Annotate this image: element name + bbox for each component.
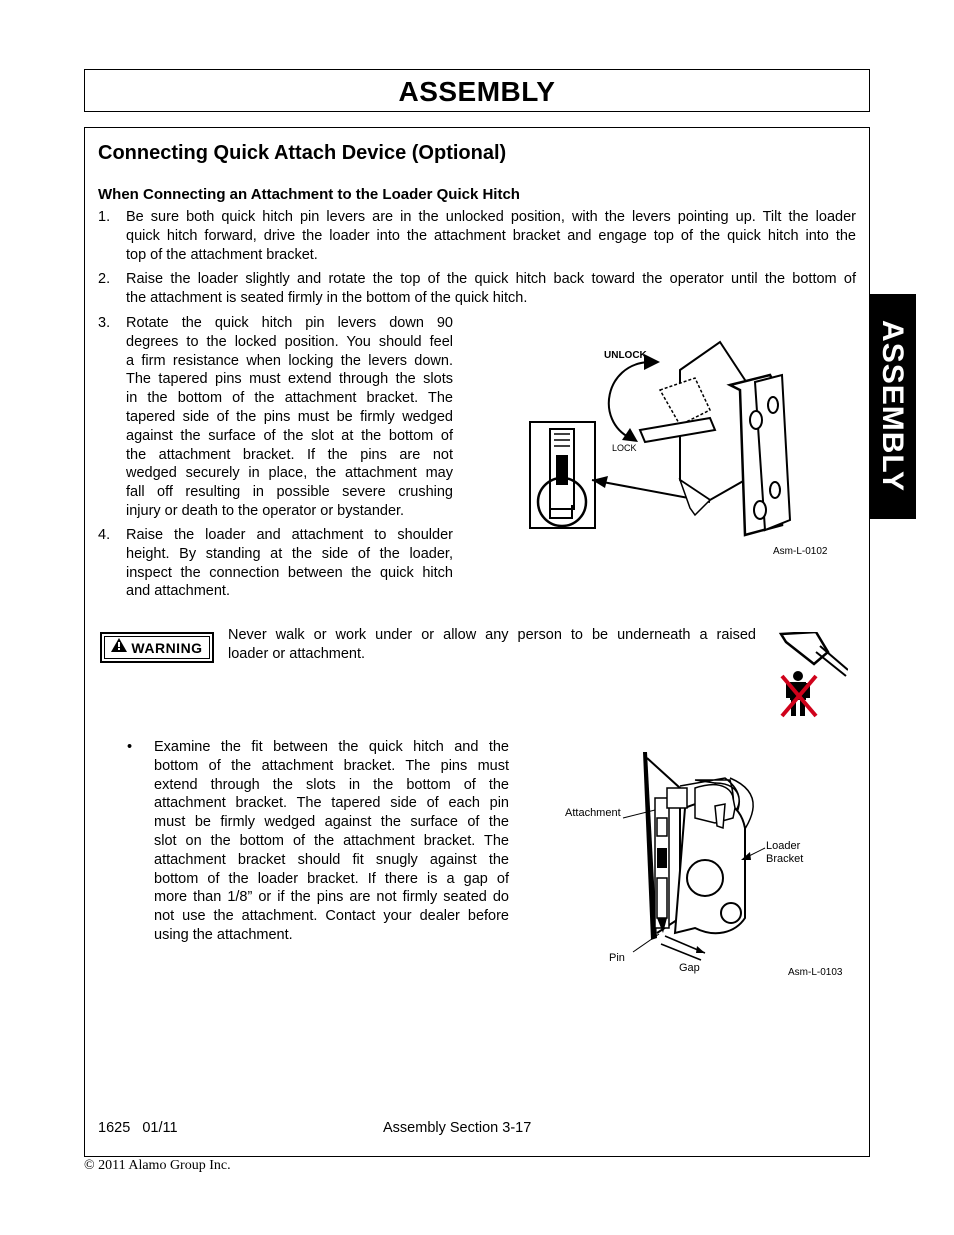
page-header bbox=[84, 69, 870, 112]
text-line: inspect the connection between the quick hitch bbox=[126, 564, 453, 581]
step-number: 2. bbox=[98, 271, 111, 287]
step-text bbox=[126, 208, 856, 264]
step-number: 1. bbox=[98, 209, 111, 225]
lock-label: LOCK bbox=[612, 443, 637, 453]
figure-code: Asm-L-0102 bbox=[773, 546, 828, 557]
text-line: quick hitch forward, drive the loader into the attachment bracket and engage top of the quick hitch into the bbox=[126, 227, 856, 244]
step-text bbox=[126, 270, 856, 308]
text-line: slot on the bottom of the attachment bracket. The bbox=[154, 832, 509, 849]
text-line: not use the attachment. Contact your dealer before bbox=[154, 908, 509, 925]
text-line: attachment bracket. The tapered side of each pin bbox=[154, 795, 509, 812]
bracket-hole bbox=[687, 860, 723, 896]
step-text bbox=[126, 314, 453, 521]
text-line: and attachment. bbox=[126, 583, 230, 600]
text-line: wedged securely in place, the attachment may bbox=[126, 465, 453, 482]
rotation-arrow bbox=[609, 362, 648, 438]
text-line: the attachment bracket. If the pins are not bbox=[126, 446, 453, 463]
quick-hitch-lever-figure bbox=[520, 330, 850, 565]
text-line: using the attachment. bbox=[154, 926, 293, 943]
text-line: bottom of the loader bracket. If there is a gap of bbox=[154, 870, 509, 887]
no-person-under-loader-icon bbox=[776, 632, 848, 718]
text-line: a firm resistance when locking the levers down. bbox=[126, 352, 453, 369]
text-line: extend through the slots in the bottom of the bbox=[154, 776, 509, 793]
step-number: 4. bbox=[98, 527, 111, 543]
side-tab-label: ASSEMBLY bbox=[876, 320, 909, 492]
text-line: degrees to the locked position. You should feel bbox=[126, 333, 453, 350]
text-line: Never walk or work under or allow any person to be underneath a raised bbox=[228, 627, 756, 643]
text-line: The tapered pins must extend through the slots bbox=[126, 371, 453, 388]
step-number: 3. bbox=[98, 315, 111, 331]
step-text bbox=[126, 526, 453, 601]
bullet-symbol: • bbox=[127, 739, 133, 755]
bracket-label: Bracket bbox=[766, 853, 804, 865]
text-line: the attachment is seated firmly in the bottom of the quick hitch. bbox=[126, 289, 528, 306]
text-line: Raise the loader and attachment to shoulder bbox=[126, 527, 453, 543]
text-line: Be sure both quick hitch pin levers are in the unlocked position, with the levers pointing up. Tilt the loader bbox=[126, 209, 856, 225]
gap-label: Gap bbox=[679, 962, 700, 974]
pin-label: Pin bbox=[609, 952, 625, 964]
figure-code: Asm-L-0103 bbox=[788, 967, 843, 978]
warning-label: WARNING bbox=[131, 639, 203, 656]
page-title: ASSEMBLY bbox=[398, 76, 556, 107]
text-line: more than 1/8” or if the pins are not firmly seated do bbox=[154, 889, 509, 906]
section-subtitle: When Connecting an Attachment to the Loader Quick Hitch bbox=[98, 186, 520, 203]
unlock-label: UNLOCK bbox=[604, 350, 647, 361]
warning-text bbox=[228, 626, 756, 664]
attachment-bracket-figure bbox=[555, 748, 855, 980]
side-tab bbox=[869, 294, 916, 519]
loader-label: Loader bbox=[766, 840, 801, 852]
bullet-text bbox=[154, 738, 509, 945]
text-line: tapered side of the pins must be firmly wedged bbox=[126, 408, 453, 425]
warning-badge bbox=[100, 632, 214, 663]
section-title: Connecting Quick Attach Device (Optional) bbox=[98, 142, 507, 164]
text-line: Raise the loader slightly and rotate the top of the quick hitch back toward the operator until the bottom of bbox=[126, 271, 856, 287]
text-line: injury or death to the operator or bystander. bbox=[126, 502, 405, 519]
text-line: Rotate the quick hitch pin levers down 90 bbox=[126, 315, 453, 331]
text-line: loader or attachment. bbox=[228, 645, 366, 662]
warning-triangle-icon bbox=[111, 638, 127, 657]
footer-model-date: 1625 01/11 bbox=[98, 1120, 178, 1136]
text-line: attachment bracket should fit snugly against the bbox=[154, 851, 509, 868]
pin-spring bbox=[556, 455, 568, 485]
footer-section: Assembly Section 3-17 bbox=[383, 1120, 532, 1136]
text-line: fall off resulting in possible severe crushing bbox=[126, 484, 453, 501]
text-line: Examine the fit between the quick hitch and the bbox=[154, 739, 509, 755]
text-line: bottom of the attachment bracket. The pins must bbox=[154, 757, 509, 774]
text-line: top of the attachment bracket. bbox=[126, 246, 318, 263]
text-line: in the bottom of the attachment bracket. The bbox=[126, 390, 453, 407]
attachment-label: Attachment bbox=[565, 807, 621, 819]
text-line: against the surface of the slot at the bottom of bbox=[126, 427, 453, 444]
copyright: © 2011 Alamo Group Inc. bbox=[84, 1158, 231, 1173]
text-line: height. By standing at the side of the loader, bbox=[126, 545, 453, 562]
text-line: must be firmly wedged against the surface of the bbox=[154, 814, 509, 831]
